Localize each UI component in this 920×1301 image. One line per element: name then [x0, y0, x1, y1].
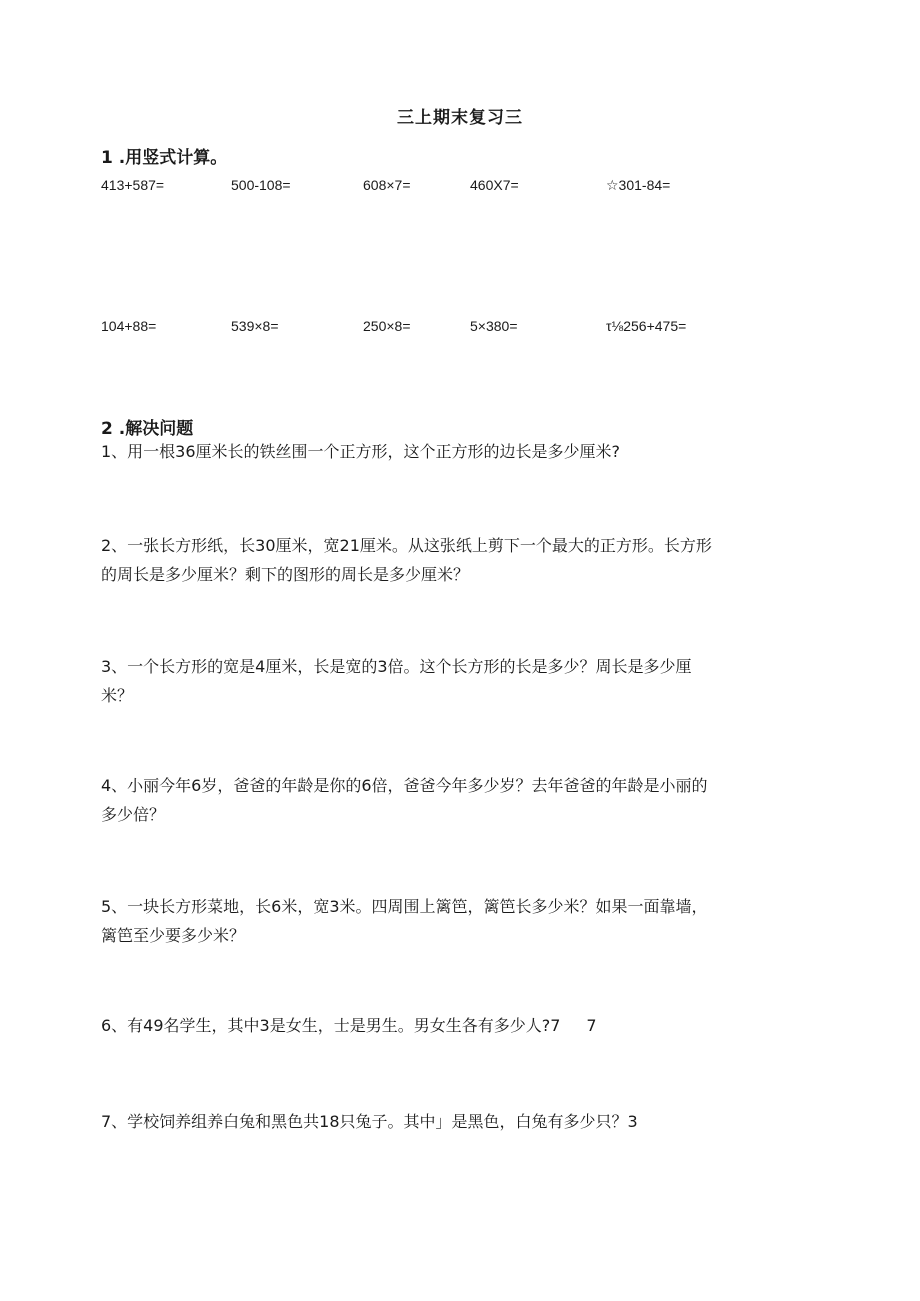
calc-item: 250×8= [363, 318, 411, 334]
problem-line: 米？ [101, 686, 134, 705]
problem-annotation: 7 [586, 1016, 597, 1035]
problem-line: 7、学校饲养组养白兔和黑色共18只兔子。其中」是黑色，白兔有多少只？3 [101, 1112, 638, 1131]
problem-line [101, 1011, 821, 1040]
section-heading-word-problems: 2 .解决问题 [101, 419, 194, 439]
problem-line: 2、一张长方形纸，长30厘米，宽21厘米。从这张纸上剪下一个最大的正方形。长方形 [101, 536, 712, 555]
calc-item: 104+88= [101, 318, 157, 334]
word-problem [101, 771, 821, 829]
calc-item: τ⅛256+475= [606, 318, 687, 334]
calc-item: 413+587= [101, 177, 165, 193]
calc-item: 460X7= [470, 177, 519, 193]
word-problem [101, 531, 821, 589]
word-problem [101, 1011, 821, 1040]
word-problem [101, 892, 821, 950]
calc-item: 5×380= [470, 318, 518, 334]
problem-line: 1、用一根36厘米长的铁丝围一个正方形，这个正方形的边长是多少厘米? [101, 442, 621, 461]
problem-line: 篱笆至少要多少米？ [101, 926, 246, 945]
problem-line: 3、一个长方形的宽是4厘米，长是宽的3倍。这个长方形的长是多少？周长是多少厘 [101, 657, 692, 676]
page-title: 三上期末复习三 [397, 108, 523, 128]
section-heading-calculation: 1 .用竖式计算。 [101, 148, 228, 168]
word-problem [101, 1107, 821, 1136]
calc-item: 539×8= [231, 318, 279, 334]
calc-item: ☆301-84= [606, 177, 671, 193]
problem-line: 4、小丽今年6岁，爸爸的年龄是你的6倍，爸爸今年多少岁？去年爸爸的年龄是小丽的 [101, 776, 708, 795]
problem-line: 5、一块长方形菜地，长6米，宽3米。四周围上篱笆，篱笆长多少米？如果一面靠墙， [101, 897, 708, 916]
problem-line: 的周长是多少厘米？剩下的图形的周长是多少厘米？ [101, 565, 470, 584]
problem-text: 6、有49名学生，其中3是女生，士是男生。男女生各有多少人?7 [101, 1016, 561, 1035]
calc-item: 500-108= [231, 177, 291, 193]
word-problem [101, 652, 821, 710]
word-problem [101, 437, 821, 466]
problem-line: 多少倍？ [101, 805, 166, 824]
calc-item: 608×7= [363, 177, 411, 193]
